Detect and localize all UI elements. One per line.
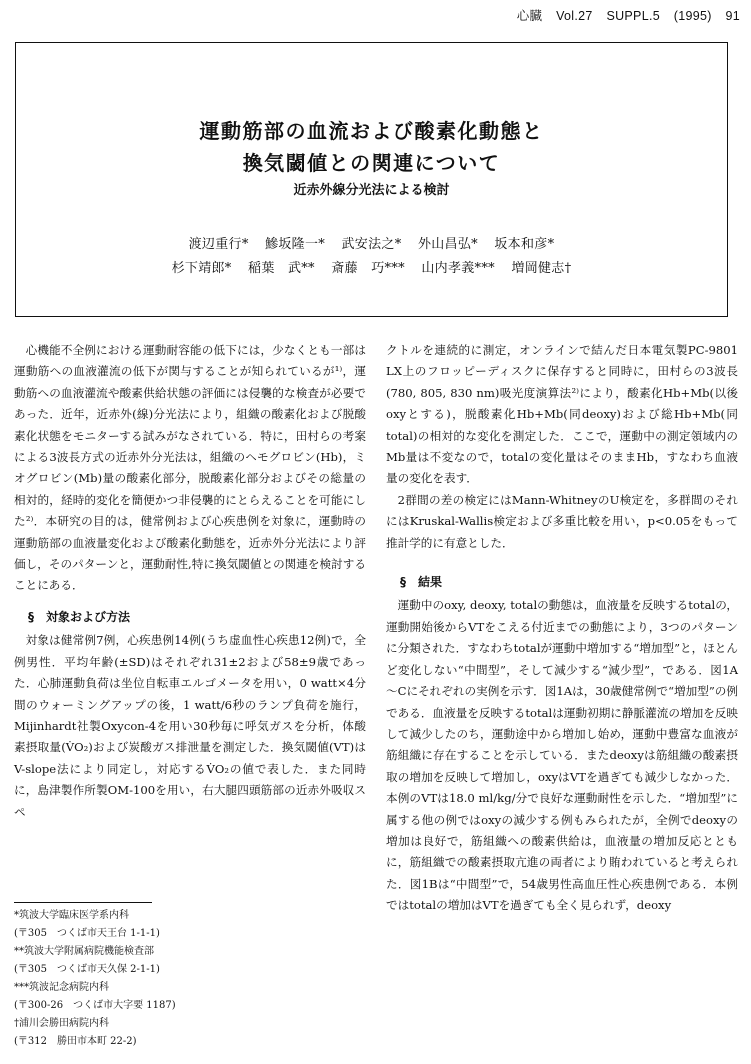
methods-continued-paragraph: クトルを連続的に測定，オンラインで結んだ日本電気製PC-9801 LX上のフロッピーディスクに保存すると同時に，田村らの3波長(780, 805, 830 nm)吸光度演算法²⁾により，酸素化Hb+Mb(以後oxyとする)，脱酸素化Hb+Mb(同deoxy)および総Hb+Mb(同total)の相対的な変化を測定した．ここで，運動中の測定領域内のMb量は不変なので，totalの変化量はそのままHb，すなわち血液量の変化を表す． [386, 343, 738, 486]
title-box [15, 42, 728, 317]
footnote-line: (〒300-26 つくば市大字要 1187) [14, 1000, 176, 1011]
title-line-1: 運動筋部の血流および酸素化動態と [199, 119, 544, 143]
statistics-paragraph: 2群間の差の検定にはMann-WhitneyのU検定を，多群間のそれにはKruskal-Wallis検定および多重比較を用い，p<0.05をもって推計学的に有意とした． [386, 492, 738, 550]
affiliation-footnotes [14, 907, 366, 1051]
footnote-line: (〒305 つくば市天王台 1-1-1) [14, 928, 160, 939]
right-column [386, 340, 738, 917]
results-paragraph: 運動中のoxy, deoxy, totalの動態は，血液量を反映するtotalの，運動開始後からVTをこえる付近までの動態により，3つのパターンに分類された．すなわちtotalが運動中増加する“増加型”と，ほとんど変化しない“中間型”，そして減少する“減少型”，である．図1A～Cにそれぞれの実例を示す．図1Aは，30歳健常例で“増加型”の例である．血液量を反映するtotalは運動初期に静脈灌流の増加を反映して減少したのち，運動途中から増加し始め，運動中豊富な血液が筋組織に存在することを示している．またdeoxyは筋組織の酸素摂取の増加を反映して増加し，oxyはVTを過ぎても減少しなかった．本例のVTは18.0 ml/kg/分で良好な運動耐性を示した．“増加型”に属する他の例ではoxyの減少する例もみられたが，全例でdeoxyの増加は良好で，筋組織への酸素供給は，血液量の増加反応とともに，筋組織での酸素摂取亢進の両者により賄われていると考えられた．図1Bは“中間型”で，54歳男性高血圧性心疾患例である．本例ではtotalの増加はVTを過ぎても全く見られず，deoxy [386, 598, 738, 913]
title-line-2: 換気閾値との関連について [242, 151, 501, 175]
methods-paragraph: 対象は健常例7例，心疾患例14例(うち虚血性心疾患12例)で，全例男性．平均年齢(±SD)はそれぞれ31±2および58±9歳であった．心肺運動負荷は坐位自転車エルゴメータを用い，0 watt×4分間のウォーミングアップの後，1 watt/6秒のランプ負荷を施行，Mijinhardt社製Oxycon-4を用い30秒毎に呼気ガスを分析，体酸素摂取量(V̇O₂)および炭酸ガス排泄量を測定した．換気閾値(VT)はV-slope法により同定し，対応するV̇O₂の値で表した．また同時に，島津製作所製OM-100を用い，右大腿四頭筋部の近赤外吸収スペ [14, 633, 366, 819]
journal-year: (1995) [673, 9, 712, 23]
author: 杉下靖郎* [171, 261, 232, 276]
footnote-line: **筑波大学附属病院機能検査部 [14, 946, 154, 957]
subtitle: 近赤外線分光法による検討 [293, 183, 450, 198]
footnote-line: (〒312 勝田市本町 22-2) [14, 1036, 137, 1047]
results-heading: § 結果 [400, 575, 443, 590]
author: 増岡健志† [511, 261, 572, 276]
author: 斎藤 巧*** [331, 261, 405, 276]
journal-name: 心臓 [516, 9, 543, 23]
journal-volume: Vol.27 [556, 9, 593, 23]
intro-paragraph: 心機能不全例における運動耐容能の低下には，少なくとも一部は運動筋への血液灌流の低下が関与することが知られているが¹⁾，運動筋への血液灌流や酸素供給状態の評価には侵襲的な検査が必要であった．近年，近赤外(線)分光法により，組織の酸素化および脱酸素化状態をモニターする試みがなされている．特に，田村らの考案による3波長方式の近赤外分光法は，組織のヘモグロビン(Hb)，ミオグロビン(Mb)量の酸素化部分，脱酸素化部分およびその総量の相対的，経時的変化を簡便かつ非侵襲的にとらえることを可能にした²⁾．本研究の目的は，健常例および心疾患例を対象に，運動時の運動筋部の血液量変化および酸素化動態を，近赤外分光法により評価し，そのパターンと，運動耐性,特に換気閾値との関連を検討することにある． [14, 343, 366, 593]
author-row-1 [16, 233, 727, 252]
footnote-line: (〒305 つくば市天久保 2-1-1) [14, 964, 160, 975]
author-row-2 [16, 257, 727, 276]
author: 外山昌弘* [417, 237, 478, 252]
running-header [0, 6, 740, 24]
journal-suppl: SUPPL.5 [606, 9, 660, 23]
author: 稲葉 武** [248, 261, 315, 276]
left-column [14, 340, 366, 823]
footnote-line: ***筑波記念病院内科 [14, 982, 109, 993]
page-number: 91 [725, 9, 740, 23]
footnote-rule [14, 902, 152, 903]
footnote-line: *筑波大学臨床医学系内科 [14, 910, 129, 921]
author: 山内孝義*** [421, 261, 495, 276]
footnote-line: †浦川会勝田病院内科 [14, 1018, 109, 1029]
author: 武安法之* [341, 237, 402, 252]
methods-heading: § 対象および方法 [28, 609, 131, 624]
author: 坂本和彦* [494, 237, 555, 252]
author: 渡辺重行* [188, 237, 249, 252]
author: 鰺坂隆一* [265, 237, 326, 252]
